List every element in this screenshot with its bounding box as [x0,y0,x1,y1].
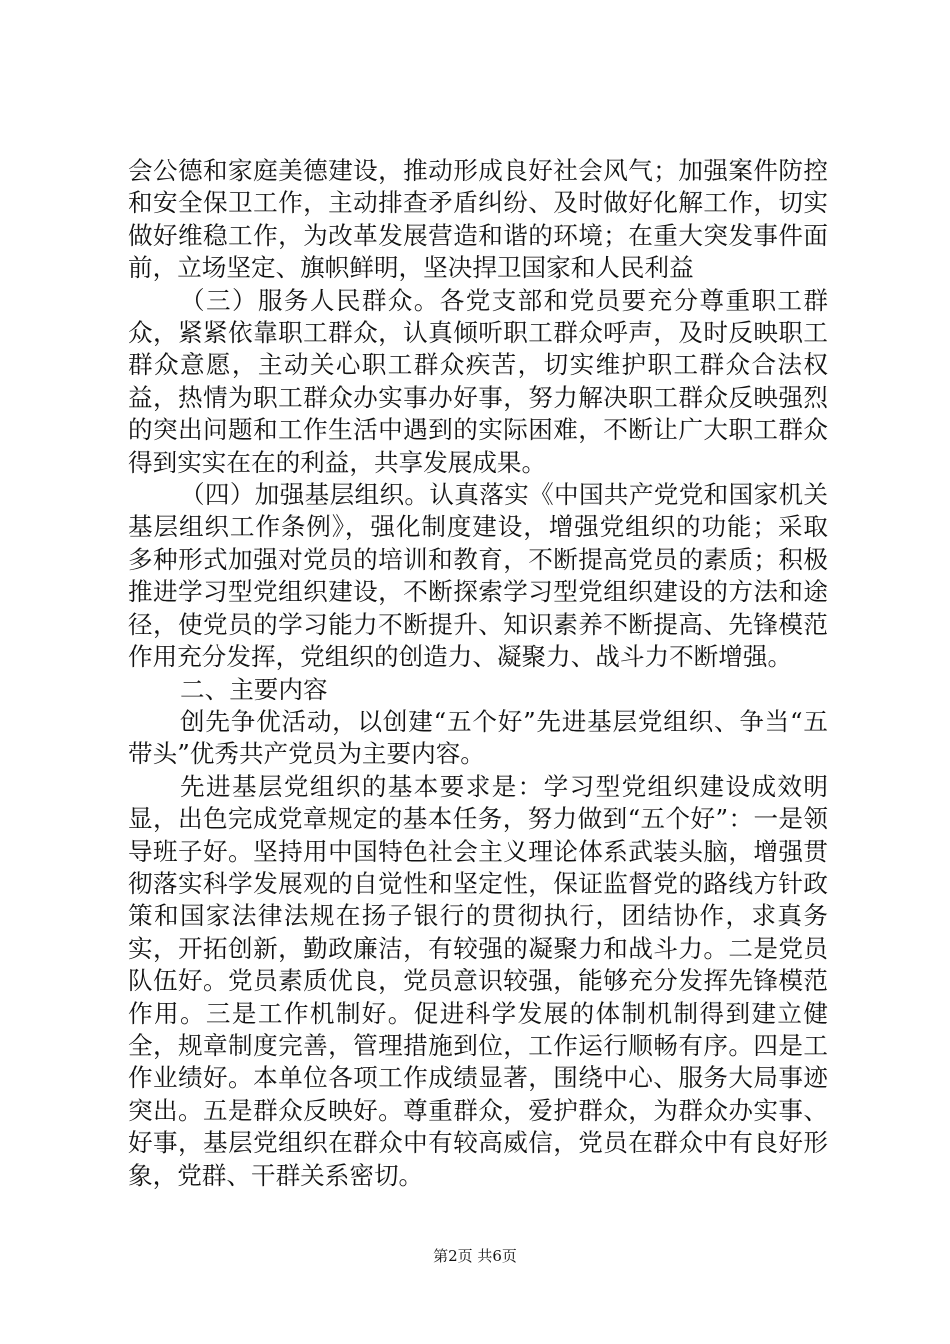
section-heading-main-content: 二、主要内容 [180,674,328,704]
paragraph-strengthen-organization: （四）加强基层组织。认真落实《中国共产党党和国家机关基层组织工作条例》，强化制度建设，增强党组织的功能；采取多种形式加强对党员的培训和教育，不断提高党员的素质；积极推进学习型党组织建设，不断探索学习型党组织建设的方法和途径，使党员的学习能力不断提升、知识素养不断提高、先锋模范作用充分发挥，党组织的创造力、凝聚力、战斗力不断增强。 [128,480,828,672]
paragraph-continuation: 会公德和家庭美德建设，推动形成良好社会风气；加强案件防控和安全保卫工作，主动排查矛盾纠纷、及时做好化解工作，切实做好维稳工作，为改革发展营造和谐的环境；在重大突发事件面前，立场坚定、旗帜鲜明，坚决捍卫国家和人民利益 [128,156,828,283]
paragraph-basic-requirements: 先进基层党组织的基本要求是：学习型党组织建设成效明显，出色完成党章规定的基本任务，努力做到“五个好”：一是领导班子好。坚持用中国特色社会主义理论体系武装头脑，增强贯彻落实科学发展观的自觉性和坚定性，保证监督党的路线方针政策和国家法律法规在扬子银行的贯彻执行，团结协作，求真务实，开拓创新，勤政廉洁，有较强的凝聚力和战斗力。二是党员队伍好。党员素质优良，党员意识较强，能够充分发挥先锋模范作用。三是工作机制好。促进科学发展的体制机制得到建立健全，规章制度完善，管理措施到位，工作运行顺畅有序。四是工作业绩好。本单位各项工作成绩显著，围绕中心、服务大局事迹突出。五是群众反映好。尊重群众，爱护群众，为群众办实事、好事，基层党组织在群众中有较高威信，党员在群众中有良好形象，党群、干群关系密切。 [128,771,828,1190]
page-number-footer: 第2页 共6页 [433,1247,517,1265]
paragraph-serve-people: （三）服务人民群众。各党支部和党员要充分尊重职工群众，紧紧依靠职工群众，认真倾听职工群众呼声，及时反映职工群众意愿，主动关心职工群众疾苦，切实维护职工群众合法权益，热情为职工群众办实事办好事，努力解决职工群众反映强烈的突出问题和工作生活中遇到的实际困难，不断让广大职工群众得到实实在在的利益，共享发展成果。 [128,285,828,477]
paragraph-activity-content: 创先争优活动，以创建“五个好”先进基层党组织、争当“五带头”优秀共产党员为主要内容。 [128,706,828,769]
document-body [128,155,828,1192]
